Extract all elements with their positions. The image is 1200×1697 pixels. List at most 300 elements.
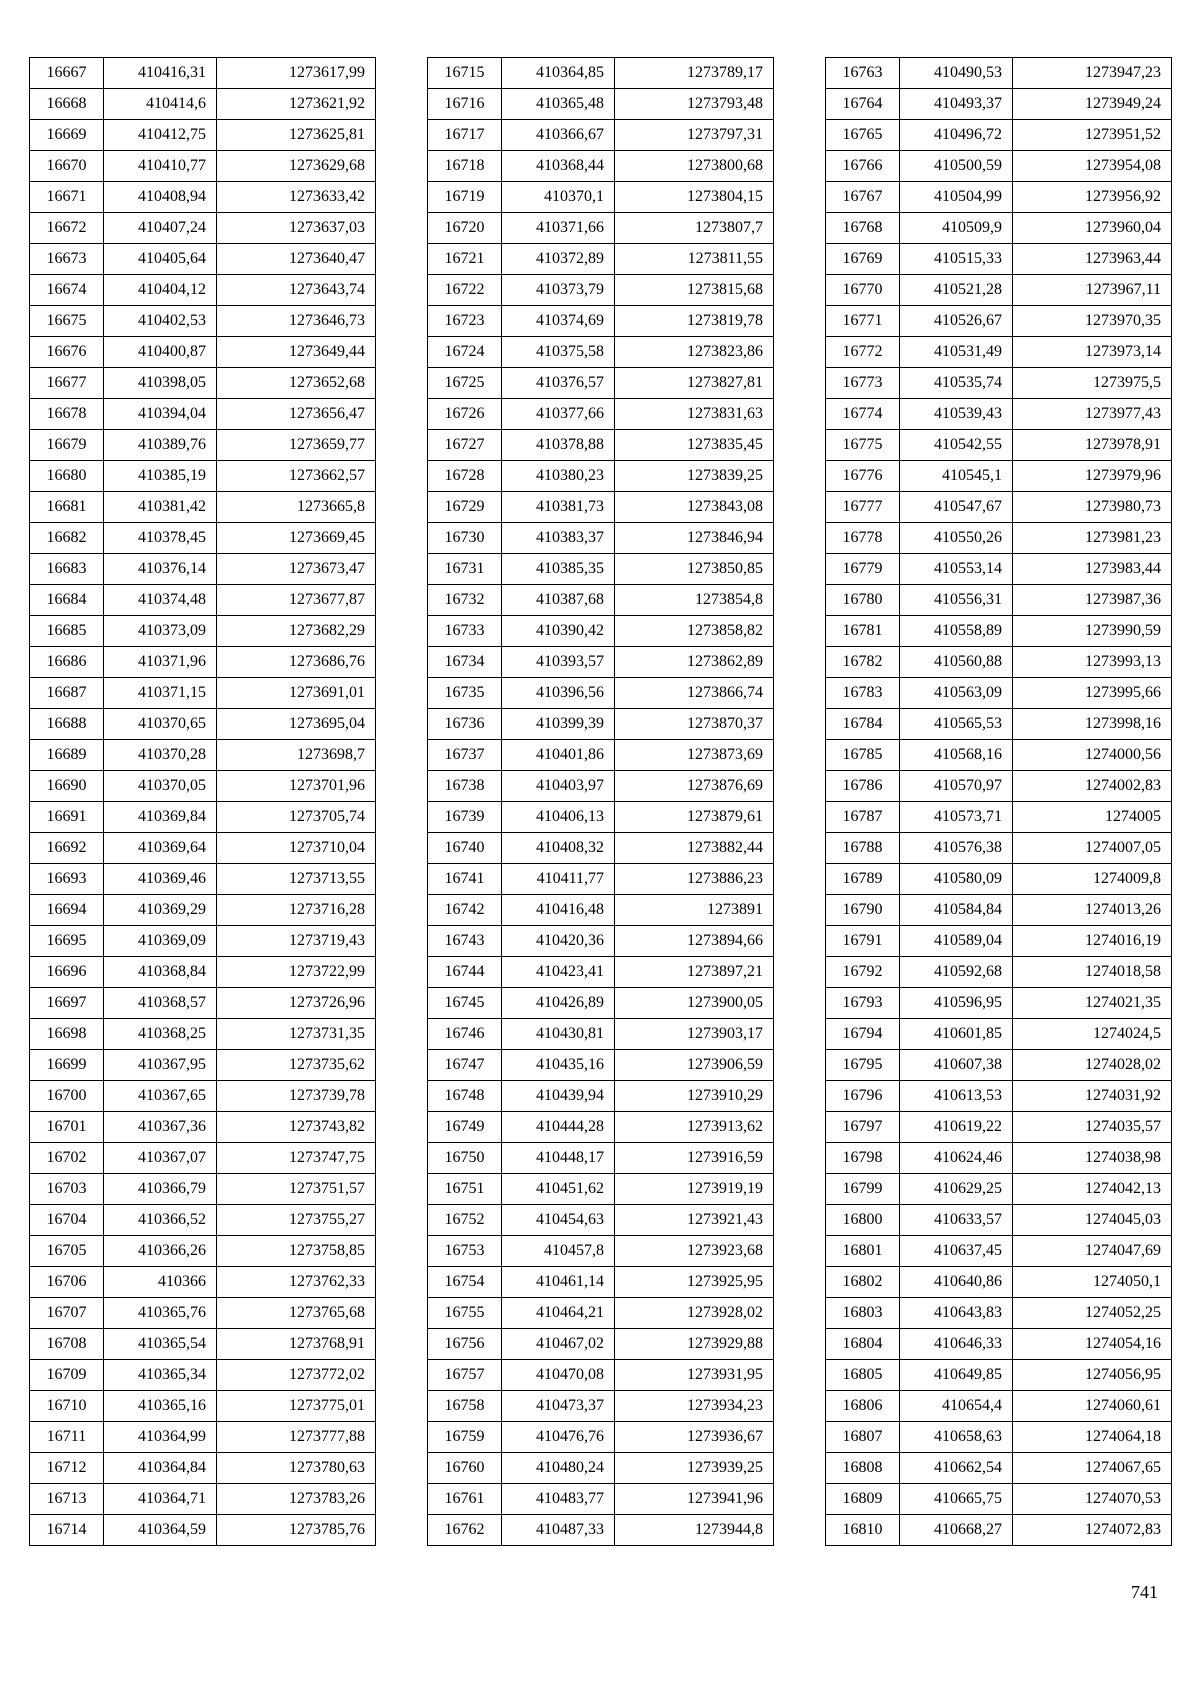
table-row bbox=[428, 461, 774, 492]
x-coordinate-cell: 410613,53 bbox=[900, 1081, 1013, 1112]
y-coordinate-cell: 1273831,63 bbox=[615, 399, 774, 430]
point-number-cell: 16734 bbox=[428, 647, 502, 678]
table-row bbox=[30, 1360, 376, 1391]
x-coordinate-cell: 410400,87 bbox=[104, 337, 217, 368]
point-number-cell: 16777 bbox=[826, 492, 900, 523]
y-coordinate-cell: 1274052,25 bbox=[1013, 1298, 1172, 1329]
table-row bbox=[30, 864, 376, 895]
point-number-cell: 16757 bbox=[428, 1360, 502, 1391]
x-coordinate-cell: 410389,76 bbox=[104, 430, 217, 461]
point-number-cell: 16697 bbox=[30, 988, 104, 1019]
point-number-cell: 16730 bbox=[428, 523, 502, 554]
x-coordinate-cell: 410420,36 bbox=[502, 926, 615, 957]
point-number-cell: 16679 bbox=[30, 430, 104, 461]
x-coordinate-cell: 410414,6 bbox=[104, 89, 217, 120]
point-number-cell: 16670 bbox=[30, 151, 104, 182]
x-coordinate-cell: 410665,75 bbox=[900, 1484, 1013, 1515]
x-coordinate-cell: 410369,09 bbox=[104, 926, 217, 957]
x-coordinate-cell: 410368,57 bbox=[104, 988, 217, 1019]
y-coordinate-cell: 1273970,35 bbox=[1013, 306, 1172, 337]
table-row bbox=[826, 182, 1172, 213]
point-number-cell: 16719 bbox=[428, 182, 502, 213]
y-coordinate-cell: 1273894,66 bbox=[615, 926, 774, 957]
x-coordinate-cell: 410573,71 bbox=[900, 802, 1013, 833]
x-coordinate-cell: 410565,53 bbox=[900, 709, 1013, 740]
table-row bbox=[428, 771, 774, 802]
table-row bbox=[30, 833, 376, 864]
y-coordinate-cell: 1273910,29 bbox=[615, 1081, 774, 1112]
table-row bbox=[428, 151, 774, 182]
point-number-cell: 16686 bbox=[30, 647, 104, 678]
table-row bbox=[30, 213, 376, 244]
point-number-cell: 16678 bbox=[30, 399, 104, 430]
table-row bbox=[826, 585, 1172, 616]
x-coordinate-cell: 410448,17 bbox=[502, 1143, 615, 1174]
y-coordinate-cell: 1273876,69 bbox=[615, 771, 774, 802]
x-coordinate-cell: 410367,65 bbox=[104, 1081, 217, 1112]
table-row bbox=[30, 616, 376, 647]
y-coordinate-cell: 1273768,91 bbox=[217, 1329, 376, 1360]
x-coordinate-cell: 410396,56 bbox=[502, 678, 615, 709]
point-number-cell: 16672 bbox=[30, 213, 104, 244]
x-coordinate-cell: 410369,29 bbox=[104, 895, 217, 926]
x-coordinate-cell: 410558,89 bbox=[900, 616, 1013, 647]
y-coordinate-cell: 1273990,59 bbox=[1013, 616, 1172, 647]
table-row bbox=[30, 1143, 376, 1174]
point-number-cell: 16769 bbox=[826, 244, 900, 275]
x-coordinate-cell: 410371,66 bbox=[502, 213, 615, 244]
y-coordinate-cell: 1273793,48 bbox=[615, 89, 774, 120]
x-coordinate-cell: 410500,59 bbox=[900, 151, 1013, 182]
y-coordinate-cell: 1274056,95 bbox=[1013, 1360, 1172, 1391]
y-coordinate-cell: 1273789,17 bbox=[615, 58, 774, 89]
x-coordinate-cell: 410483,77 bbox=[502, 1484, 615, 1515]
table-row bbox=[826, 523, 1172, 554]
table-row bbox=[428, 58, 774, 89]
table-row bbox=[30, 1515, 376, 1546]
table-row bbox=[30, 585, 376, 616]
point-number-cell: 16792 bbox=[826, 957, 900, 988]
point-number-cell: 16760 bbox=[428, 1453, 502, 1484]
table-row bbox=[826, 1081, 1172, 1112]
y-coordinate-cell: 1274028,02 bbox=[1013, 1050, 1172, 1081]
point-number-cell: 16747 bbox=[428, 1050, 502, 1081]
table-row bbox=[30, 1205, 376, 1236]
y-coordinate-cell: 1274054,16 bbox=[1013, 1329, 1172, 1360]
point-number-cell: 16682 bbox=[30, 523, 104, 554]
x-coordinate-cell: 410539,43 bbox=[900, 399, 1013, 430]
y-coordinate-cell: 1274070,53 bbox=[1013, 1484, 1172, 1515]
y-coordinate-cell: 1273916,59 bbox=[615, 1143, 774, 1174]
x-coordinate-cell: 410365,34 bbox=[104, 1360, 217, 1391]
x-coordinate-cell: 410480,24 bbox=[502, 1453, 615, 1484]
y-coordinate-cell: 1273839,25 bbox=[615, 461, 774, 492]
x-coordinate-cell: 410368,84 bbox=[104, 957, 217, 988]
x-coordinate-cell: 410430,81 bbox=[502, 1019, 615, 1050]
point-number-cell: 16717 bbox=[428, 120, 502, 151]
x-coordinate-cell: 410509,9 bbox=[900, 213, 1013, 244]
table-row bbox=[30, 368, 376, 399]
x-coordinate-cell: 410366,26 bbox=[104, 1236, 217, 1267]
table-row bbox=[30, 151, 376, 182]
y-coordinate-cell: 1273739,78 bbox=[217, 1081, 376, 1112]
x-coordinate-cell: 410366,52 bbox=[104, 1205, 217, 1236]
y-coordinate-cell: 1274042,13 bbox=[1013, 1174, 1172, 1205]
y-coordinate-cell: 1273656,47 bbox=[217, 399, 376, 430]
y-coordinate-cell: 1273981,23 bbox=[1013, 523, 1172, 554]
y-coordinate-cell: 1273652,68 bbox=[217, 368, 376, 399]
table-row bbox=[428, 1422, 774, 1453]
x-coordinate-cell: 410576,38 bbox=[900, 833, 1013, 864]
point-number-cell: 16794 bbox=[826, 1019, 900, 1050]
y-coordinate-cell: 1273949,24 bbox=[1013, 89, 1172, 120]
x-coordinate-cell: 410607,38 bbox=[900, 1050, 1013, 1081]
x-coordinate-cell: 410619,22 bbox=[900, 1112, 1013, 1143]
y-coordinate-cell: 1273716,28 bbox=[217, 895, 376, 926]
table-row bbox=[428, 895, 774, 926]
point-number-cell: 16751 bbox=[428, 1174, 502, 1205]
y-coordinate-cell: 1273879,61 bbox=[615, 802, 774, 833]
point-number-cell: 16724 bbox=[428, 337, 502, 368]
point-number-cell: 16716 bbox=[428, 89, 502, 120]
x-coordinate-cell: 410531,49 bbox=[900, 337, 1013, 368]
x-coordinate-cell: 410451,62 bbox=[502, 1174, 615, 1205]
y-coordinate-cell: 1273951,52 bbox=[1013, 120, 1172, 151]
y-coordinate-cell: 1273800,68 bbox=[615, 151, 774, 182]
point-number-cell: 16771 bbox=[826, 306, 900, 337]
table-row bbox=[826, 616, 1172, 647]
table-row bbox=[30, 120, 376, 151]
y-coordinate-cell: 1273929,88 bbox=[615, 1329, 774, 1360]
y-coordinate-cell: 1273906,59 bbox=[615, 1050, 774, 1081]
table-row bbox=[428, 1453, 774, 1484]
point-number-cell: 16702 bbox=[30, 1143, 104, 1174]
y-coordinate-cell: 1273807,7 bbox=[615, 213, 774, 244]
table-row bbox=[30, 771, 376, 802]
y-coordinate-cell: 1273993,13 bbox=[1013, 647, 1172, 678]
table-row bbox=[826, 1515, 1172, 1546]
y-coordinate-cell: 1273835,45 bbox=[615, 430, 774, 461]
point-number-cell: 16782 bbox=[826, 647, 900, 678]
point-number-cell: 16691 bbox=[30, 802, 104, 833]
x-coordinate-cell: 410473,37 bbox=[502, 1391, 615, 1422]
point-number-cell: 16732 bbox=[428, 585, 502, 616]
y-coordinate-cell: 1274045,03 bbox=[1013, 1205, 1172, 1236]
x-coordinate-cell: 410547,67 bbox=[900, 492, 1013, 523]
point-number-cell: 16738 bbox=[428, 771, 502, 802]
coordinate-table-2 bbox=[427, 57, 774, 1546]
table-row bbox=[428, 523, 774, 554]
y-coordinate-cell: 1273772,02 bbox=[217, 1360, 376, 1391]
x-coordinate-cell: 410649,85 bbox=[900, 1360, 1013, 1391]
table-row bbox=[826, 213, 1172, 244]
y-coordinate-cell: 1273665,8 bbox=[217, 492, 376, 523]
x-coordinate-cell: 410376,57 bbox=[502, 368, 615, 399]
y-coordinate-cell: 1273954,08 bbox=[1013, 151, 1172, 182]
point-number-cell: 16726 bbox=[428, 399, 502, 430]
table-row bbox=[826, 1298, 1172, 1329]
y-coordinate-cell: 1273977,43 bbox=[1013, 399, 1172, 430]
y-coordinate-cell: 1274064,18 bbox=[1013, 1422, 1172, 1453]
point-number-cell: 16778 bbox=[826, 523, 900, 554]
y-coordinate-cell: 1273804,15 bbox=[615, 182, 774, 213]
y-coordinate-cell: 1273633,42 bbox=[217, 182, 376, 213]
point-number-cell: 16685 bbox=[30, 616, 104, 647]
point-number-cell: 16703 bbox=[30, 1174, 104, 1205]
point-number-cell: 16688 bbox=[30, 709, 104, 740]
point-number-cell: 16689 bbox=[30, 740, 104, 771]
point-number-cell: 16789 bbox=[826, 864, 900, 895]
x-coordinate-cell: 410493,37 bbox=[900, 89, 1013, 120]
point-number-cell: 16741 bbox=[428, 864, 502, 895]
table-row bbox=[826, 678, 1172, 709]
y-coordinate-cell: 1273669,45 bbox=[217, 523, 376, 554]
table-row bbox=[30, 1298, 376, 1329]
table-row bbox=[428, 1298, 774, 1329]
x-coordinate-cell: 410629,25 bbox=[900, 1174, 1013, 1205]
y-coordinate-cell: 1273979,96 bbox=[1013, 461, 1172, 492]
y-coordinate-cell: 1273762,33 bbox=[217, 1267, 376, 1298]
table-row bbox=[30, 182, 376, 213]
point-number-cell: 16766 bbox=[826, 151, 900, 182]
x-coordinate-cell: 410381,42 bbox=[104, 492, 217, 523]
y-coordinate-cell: 1273939,25 bbox=[615, 1453, 774, 1484]
x-coordinate-cell: 410487,33 bbox=[502, 1515, 615, 1546]
x-coordinate-cell: 410370,1 bbox=[502, 182, 615, 213]
y-coordinate-cell: 1274050,1 bbox=[1013, 1267, 1172, 1298]
x-coordinate-cell: 410515,33 bbox=[900, 244, 1013, 275]
table-row bbox=[826, 1267, 1172, 1298]
y-coordinate-cell: 1273919,19 bbox=[615, 1174, 774, 1205]
x-coordinate-cell: 410368,44 bbox=[502, 151, 615, 182]
y-coordinate-cell: 1273960,04 bbox=[1013, 213, 1172, 244]
point-number-cell: 16708 bbox=[30, 1329, 104, 1360]
table-row bbox=[30, 802, 376, 833]
y-coordinate-cell: 1273705,74 bbox=[217, 802, 376, 833]
table-row bbox=[428, 647, 774, 678]
x-coordinate-cell: 410381,73 bbox=[502, 492, 615, 523]
x-coordinate-cell: 410373,09 bbox=[104, 616, 217, 647]
y-coordinate-cell: 1273719,43 bbox=[217, 926, 376, 957]
table-row bbox=[428, 1019, 774, 1050]
x-coordinate-cell: 410467,02 bbox=[502, 1329, 615, 1360]
x-coordinate-cell: 410411,77 bbox=[502, 864, 615, 895]
point-number-cell: 16698 bbox=[30, 1019, 104, 1050]
point-number-cell: 16774 bbox=[826, 399, 900, 430]
x-coordinate-cell: 410366,79 bbox=[104, 1174, 217, 1205]
table-row bbox=[826, 430, 1172, 461]
x-coordinate-cell: 410461,14 bbox=[502, 1267, 615, 1298]
table-row bbox=[826, 461, 1172, 492]
table-row bbox=[30, 895, 376, 926]
table-row bbox=[30, 1453, 376, 1484]
point-number-cell: 16754 bbox=[428, 1267, 502, 1298]
y-coordinate-cell: 1273646,73 bbox=[217, 306, 376, 337]
y-coordinate-cell: 1273710,04 bbox=[217, 833, 376, 864]
table-row bbox=[826, 957, 1172, 988]
y-coordinate-cell: 1273677,87 bbox=[217, 585, 376, 616]
table-row bbox=[826, 58, 1172, 89]
y-coordinate-cell: 1274007,05 bbox=[1013, 833, 1172, 864]
table-row bbox=[428, 833, 774, 864]
point-number-cell: 16779 bbox=[826, 554, 900, 585]
point-number-cell: 16736 bbox=[428, 709, 502, 740]
table-row bbox=[428, 492, 774, 523]
x-coordinate-cell: 410476,76 bbox=[502, 1422, 615, 1453]
x-coordinate-cell: 410416,31 bbox=[104, 58, 217, 89]
x-coordinate-cell: 410526,67 bbox=[900, 306, 1013, 337]
x-coordinate-cell: 410385,35 bbox=[502, 554, 615, 585]
y-coordinate-cell: 1273673,47 bbox=[217, 554, 376, 585]
x-coordinate-cell: 410405,64 bbox=[104, 244, 217, 275]
x-coordinate-cell: 410367,07 bbox=[104, 1143, 217, 1174]
y-coordinate-cell: 1273621,92 bbox=[217, 89, 376, 120]
table-row bbox=[428, 275, 774, 306]
y-coordinate-cell: 1273944,8 bbox=[615, 1515, 774, 1546]
x-coordinate-cell: 410369,46 bbox=[104, 864, 217, 895]
point-number-cell: 16746 bbox=[428, 1019, 502, 1050]
y-coordinate-cell: 1274009,8 bbox=[1013, 864, 1172, 895]
table-row bbox=[428, 1174, 774, 1205]
point-number-cell: 16683 bbox=[30, 554, 104, 585]
table-row bbox=[30, 337, 376, 368]
x-coordinate-cell: 410563,09 bbox=[900, 678, 1013, 709]
table-row bbox=[826, 709, 1172, 740]
table-row bbox=[428, 802, 774, 833]
x-coordinate-cell: 410407,24 bbox=[104, 213, 217, 244]
point-number-cell: 16740 bbox=[428, 833, 502, 864]
point-number-cell: 16668 bbox=[30, 89, 104, 120]
x-coordinate-cell: 410570,97 bbox=[900, 771, 1013, 802]
point-number-cell: 16706 bbox=[30, 1267, 104, 1298]
y-coordinate-cell: 1273751,57 bbox=[217, 1174, 376, 1205]
point-number-cell: 16804 bbox=[826, 1329, 900, 1360]
point-number-cell: 16787 bbox=[826, 802, 900, 833]
point-number-cell: 16750 bbox=[428, 1143, 502, 1174]
point-number-cell: 16759 bbox=[428, 1422, 502, 1453]
x-coordinate-cell: 410408,94 bbox=[104, 182, 217, 213]
x-coordinate-cell: 410399,39 bbox=[502, 709, 615, 740]
point-number-cell: 16737 bbox=[428, 740, 502, 771]
y-coordinate-cell: 1273695,04 bbox=[217, 709, 376, 740]
point-number-cell: 16775 bbox=[826, 430, 900, 461]
point-number-cell: 16809 bbox=[826, 1484, 900, 1515]
y-coordinate-cell: 1273691,01 bbox=[217, 678, 376, 709]
point-number-cell: 16692 bbox=[30, 833, 104, 864]
point-number-cell: 16676 bbox=[30, 337, 104, 368]
point-number-cell: 16671 bbox=[30, 182, 104, 213]
table-row bbox=[826, 1453, 1172, 1484]
x-coordinate-cell: 410370,28 bbox=[104, 740, 217, 771]
y-coordinate-cell: 1273731,35 bbox=[217, 1019, 376, 1050]
x-coordinate-cell: 410646,33 bbox=[900, 1329, 1013, 1360]
y-coordinate-cell: 1274013,26 bbox=[1013, 895, 1172, 926]
x-coordinate-cell: 410367,95 bbox=[104, 1050, 217, 1081]
x-coordinate-cell: 410550,26 bbox=[900, 523, 1013, 554]
y-coordinate-cell: 1273811,55 bbox=[615, 244, 774, 275]
y-coordinate-cell: 1273941,96 bbox=[615, 1484, 774, 1515]
table-row bbox=[30, 523, 376, 554]
table-row bbox=[428, 1329, 774, 1360]
y-coordinate-cell: 1274021,35 bbox=[1013, 988, 1172, 1019]
y-coordinate-cell: 1274038,98 bbox=[1013, 1143, 1172, 1174]
y-coordinate-cell: 1273850,85 bbox=[615, 554, 774, 585]
point-number-cell: 16733 bbox=[428, 616, 502, 647]
table-row bbox=[428, 244, 774, 275]
table-row bbox=[428, 988, 774, 1019]
x-coordinate-cell: 410390,42 bbox=[502, 616, 615, 647]
table-row bbox=[30, 89, 376, 120]
table-row bbox=[30, 461, 376, 492]
y-coordinate-cell: 1273866,74 bbox=[615, 678, 774, 709]
y-coordinate-cell: 1273936,67 bbox=[615, 1422, 774, 1453]
point-number-cell: 16680 bbox=[30, 461, 104, 492]
y-coordinate-cell: 1273934,23 bbox=[615, 1391, 774, 1422]
y-coordinate-cell: 1273819,78 bbox=[615, 306, 774, 337]
table-row bbox=[30, 957, 376, 988]
table-row bbox=[30, 678, 376, 709]
x-coordinate-cell: 410380,23 bbox=[502, 461, 615, 492]
point-number-cell: 16667 bbox=[30, 58, 104, 89]
y-coordinate-cell: 1273662,57 bbox=[217, 461, 376, 492]
table-row bbox=[826, 895, 1172, 926]
point-number-cell: 16800 bbox=[826, 1205, 900, 1236]
y-coordinate-cell: 1274047,69 bbox=[1013, 1236, 1172, 1267]
y-coordinate-cell: 1273701,96 bbox=[217, 771, 376, 802]
point-number-cell: 16784 bbox=[826, 709, 900, 740]
point-number-cell: 16701 bbox=[30, 1112, 104, 1143]
x-coordinate-cell: 410556,31 bbox=[900, 585, 1013, 616]
point-number-cell: 16735 bbox=[428, 678, 502, 709]
point-number-cell: 16776 bbox=[826, 461, 900, 492]
table-row bbox=[30, 244, 376, 275]
x-coordinate-cell: 410496,72 bbox=[900, 120, 1013, 151]
y-coordinate-cell: 1273726,96 bbox=[217, 988, 376, 1019]
x-coordinate-cell: 410393,57 bbox=[502, 647, 615, 678]
table-row bbox=[826, 492, 1172, 523]
y-coordinate-cell: 1273978,91 bbox=[1013, 430, 1172, 461]
x-coordinate-cell: 410416,48 bbox=[502, 895, 615, 926]
x-coordinate-cell: 410426,89 bbox=[502, 988, 615, 1019]
point-number-cell: 16681 bbox=[30, 492, 104, 523]
point-number-cell: 16705 bbox=[30, 1236, 104, 1267]
y-coordinate-cell: 1274067,65 bbox=[1013, 1453, 1172, 1484]
x-coordinate-cell: 410374,69 bbox=[502, 306, 615, 337]
y-coordinate-cell: 1273980,73 bbox=[1013, 492, 1172, 523]
x-coordinate-cell: 410504,99 bbox=[900, 182, 1013, 213]
y-coordinate-cell: 1274000,56 bbox=[1013, 740, 1172, 771]
x-coordinate-cell: 410444,28 bbox=[502, 1112, 615, 1143]
coordinate-table-1 bbox=[29, 57, 376, 1546]
x-coordinate-cell: 410406,13 bbox=[502, 802, 615, 833]
table-row bbox=[826, 864, 1172, 895]
point-number-cell: 16677 bbox=[30, 368, 104, 399]
table-row bbox=[826, 1205, 1172, 1236]
x-coordinate-cell: 410377,66 bbox=[502, 399, 615, 430]
x-coordinate-cell: 410371,96 bbox=[104, 647, 217, 678]
point-number-cell: 16798 bbox=[826, 1143, 900, 1174]
y-coordinate-cell: 1274005 bbox=[1013, 802, 1172, 833]
y-coordinate-cell: 1273747,75 bbox=[217, 1143, 376, 1174]
point-number-cell: 16684 bbox=[30, 585, 104, 616]
point-number-cell: 16790 bbox=[826, 895, 900, 926]
point-number-cell: 16722 bbox=[428, 275, 502, 306]
table-row bbox=[428, 1391, 774, 1422]
table-row bbox=[428, 1236, 774, 1267]
point-number-cell: 16763 bbox=[826, 58, 900, 89]
y-coordinate-cell: 1273956,92 bbox=[1013, 182, 1172, 213]
x-coordinate-cell: 410370,05 bbox=[104, 771, 217, 802]
